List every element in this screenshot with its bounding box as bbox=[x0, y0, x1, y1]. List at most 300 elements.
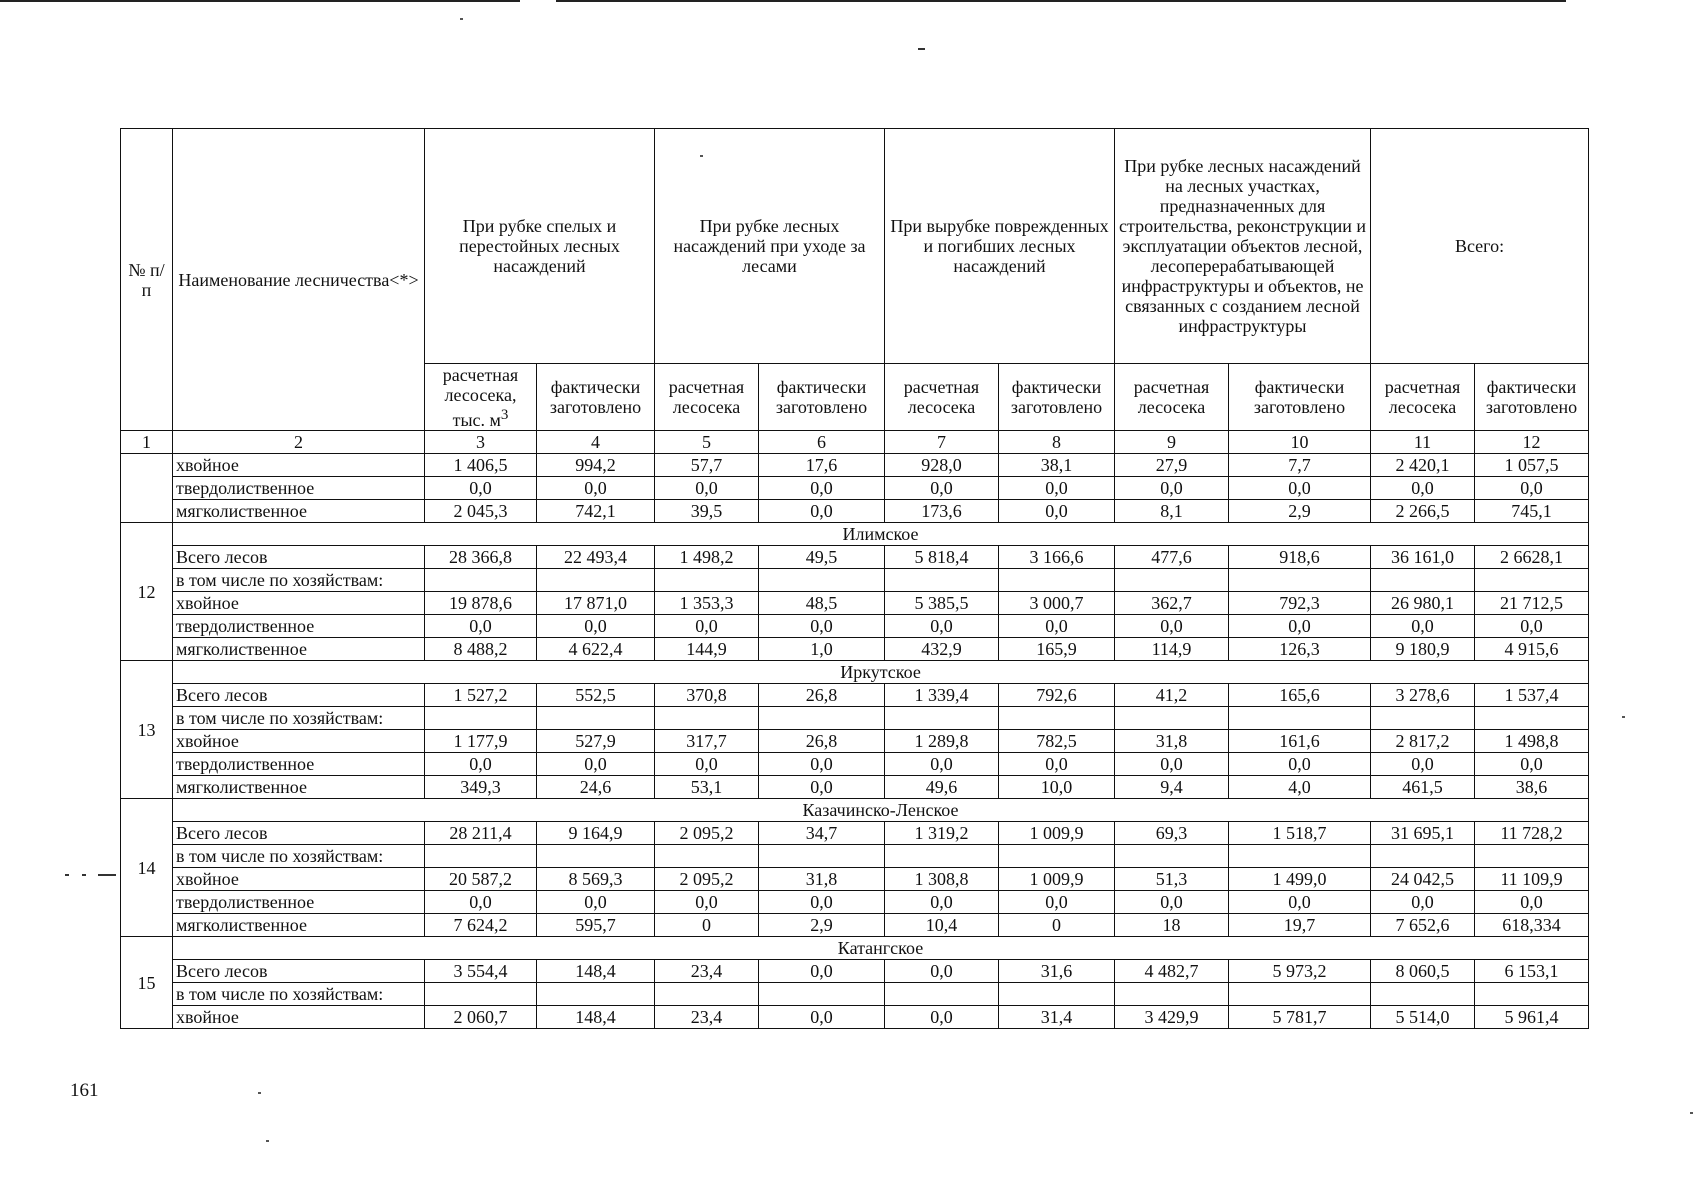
value-cell bbox=[1371, 569, 1475, 592]
value-cell: 0,0 bbox=[1475, 477, 1589, 500]
value-cell: 1 498,8 bbox=[1475, 730, 1589, 753]
value-cell bbox=[759, 983, 885, 1006]
value-cell: 0,0 bbox=[1229, 477, 1371, 500]
value-cell: 0,0 bbox=[1475, 615, 1589, 638]
value-cell: 1,0 bbox=[759, 638, 885, 661]
table-row bbox=[121, 914, 1589, 937]
row-label-cell: Всего лесов bbox=[173, 822, 425, 845]
header-sub-actual: фактически заготовлено bbox=[537, 364, 655, 431]
scan-mark bbox=[65, 874, 69, 876]
table-row bbox=[121, 592, 1589, 615]
value-cell bbox=[1371, 707, 1475, 730]
header-sub-estimated-volume bbox=[425, 364, 537, 431]
value-cell: 0,0 bbox=[999, 477, 1115, 500]
value-cell: 0,0 bbox=[1115, 753, 1229, 776]
row-label-cell: мягколиственное bbox=[173, 776, 425, 799]
value-cell bbox=[885, 983, 999, 1006]
section-row bbox=[121, 523, 1589, 546]
value-cell bbox=[655, 983, 759, 1006]
value-cell: 994,2 bbox=[537, 454, 655, 477]
value-cell: 3 554,4 bbox=[425, 960, 537, 983]
value-cell bbox=[425, 845, 537, 868]
forest-harvest-table bbox=[120, 128, 1589, 1029]
value-cell: 0,0 bbox=[1371, 753, 1475, 776]
row-label-cell: твердолиственное bbox=[173, 615, 425, 638]
table-row bbox=[121, 569, 1589, 592]
value-cell: 23,4 bbox=[655, 960, 759, 983]
value-cell: 49,5 bbox=[759, 546, 885, 569]
scan-dot bbox=[460, 18, 463, 20]
header-group-5: Всего: bbox=[1371, 129, 1589, 364]
value-cell: 0,0 bbox=[999, 891, 1115, 914]
value-cell: 0 bbox=[999, 914, 1115, 937]
value-cell: 0 bbox=[655, 914, 759, 937]
value-cell: 41,2 bbox=[1115, 684, 1229, 707]
value-cell: 0,0 bbox=[655, 615, 759, 638]
table-header bbox=[121, 129, 1589, 454]
value-cell bbox=[1475, 845, 1589, 868]
value-cell: 1 406,5 bbox=[425, 454, 537, 477]
table-row bbox=[121, 500, 1589, 523]
value-cell: 2,9 bbox=[759, 914, 885, 937]
value-cell: 161,6 bbox=[1229, 730, 1371, 753]
value-cell: 2 420,1 bbox=[1371, 454, 1475, 477]
page-number: 161 bbox=[70, 1080, 99, 1101]
value-cell: 2 095,2 bbox=[655, 868, 759, 891]
value-cell: 0,0 bbox=[1115, 891, 1229, 914]
value-cell: 0,0 bbox=[759, 1006, 885, 1029]
table-row bbox=[121, 845, 1589, 868]
row-label-cell: в том числе по хозяйствам: bbox=[173, 569, 425, 592]
header-sub-estimated: расчетная лесосека bbox=[1371, 364, 1475, 431]
value-cell: 0,0 bbox=[885, 753, 999, 776]
scan-dot bbox=[258, 1092, 261, 1094]
value-cell bbox=[537, 707, 655, 730]
row-number-cell: 15 bbox=[121, 937, 173, 1029]
value-cell: 3 429,9 bbox=[1115, 1006, 1229, 1029]
table-row bbox=[121, 638, 1589, 661]
value-cell bbox=[759, 707, 885, 730]
value-cell: 165,6 bbox=[1229, 684, 1371, 707]
value-cell bbox=[655, 569, 759, 592]
table-row bbox=[121, 615, 1589, 638]
column-number-cell: 1 bbox=[121, 431, 173, 454]
value-cell: 4,0 bbox=[1229, 776, 1371, 799]
value-cell: 10,4 bbox=[885, 914, 999, 937]
value-cell: 0,0 bbox=[537, 753, 655, 776]
value-cell bbox=[655, 707, 759, 730]
column-number-cell: 9 bbox=[1115, 431, 1229, 454]
header-group-3: При вырубке поврежденных и погибших лесных насаждений bbox=[885, 129, 1115, 364]
value-cell: 2 817,2 bbox=[1371, 730, 1475, 753]
value-cell: 9 180,9 bbox=[1371, 638, 1475, 661]
value-cell: 1 057,5 bbox=[1475, 454, 1589, 477]
value-cell bbox=[759, 845, 885, 868]
value-cell: 618,334 bbox=[1475, 914, 1589, 937]
header-sub-estimated: расчетная лесосека bbox=[655, 364, 759, 431]
value-cell bbox=[1115, 569, 1229, 592]
row-number-cell bbox=[121, 454, 173, 523]
value-cell: 0,0 bbox=[1115, 477, 1229, 500]
row-number-cell: 13 bbox=[121, 661, 173, 799]
header-group-2: При рубке лесных насаждений при уходе за лесами bbox=[655, 129, 885, 364]
value-cell: 362,7 bbox=[1115, 592, 1229, 615]
value-cell: 0,0 bbox=[885, 615, 999, 638]
table-row bbox=[121, 546, 1589, 569]
value-cell: 1 289,8 bbox=[885, 730, 999, 753]
value-cell: 39,5 bbox=[655, 500, 759, 523]
value-cell: 0,0 bbox=[537, 477, 655, 500]
value-cell: 1 009,9 bbox=[999, 868, 1115, 891]
value-cell: 928,0 bbox=[885, 454, 999, 477]
value-cell: 4 915,6 bbox=[1475, 638, 1589, 661]
value-cell: 20 587,2 bbox=[425, 868, 537, 891]
row-label-cell: мягколиственное bbox=[173, 500, 425, 523]
forest-harvest-table-wrapper bbox=[120, 128, 1588, 1029]
value-cell bbox=[999, 983, 1115, 1006]
value-cell: 0,0 bbox=[759, 753, 885, 776]
column-number-cell: 11 bbox=[1371, 431, 1475, 454]
value-cell: 0,0 bbox=[759, 776, 885, 799]
top-edge-line-right bbox=[556, 0, 1566, 2]
table-row bbox=[121, 1006, 1589, 1029]
column-number-cell: 8 bbox=[999, 431, 1115, 454]
value-cell: 22 493,4 bbox=[537, 546, 655, 569]
forestry-name-cell: Катангское bbox=[173, 937, 1589, 960]
value-cell: 57,7 bbox=[655, 454, 759, 477]
value-cell: 0,0 bbox=[1229, 615, 1371, 638]
value-cell: 9,4 bbox=[1115, 776, 1229, 799]
scan-mark bbox=[98, 874, 116, 876]
value-cell bbox=[1229, 983, 1371, 1006]
table-row bbox=[121, 730, 1589, 753]
column-number-cell: 4 bbox=[537, 431, 655, 454]
section-row bbox=[121, 937, 1589, 960]
value-cell bbox=[1115, 707, 1229, 730]
value-cell: 0,0 bbox=[537, 615, 655, 638]
value-cell bbox=[885, 569, 999, 592]
value-cell: 36 161,0 bbox=[1371, 546, 1475, 569]
value-cell: 8 488,2 bbox=[425, 638, 537, 661]
value-cell: 5 385,5 bbox=[885, 592, 999, 615]
value-cell: 5 961,4 bbox=[1475, 1006, 1589, 1029]
value-cell: 148,4 bbox=[537, 960, 655, 983]
value-cell bbox=[425, 569, 537, 592]
value-cell: 0,0 bbox=[655, 753, 759, 776]
value-cell: 11 728,2 bbox=[1475, 822, 1589, 845]
value-cell: 69,3 bbox=[1115, 822, 1229, 845]
value-cell: 11 109,9 bbox=[1475, 868, 1589, 891]
row-label-cell: хвойное bbox=[173, 592, 425, 615]
value-cell: 148,4 bbox=[537, 1006, 655, 1029]
value-cell: 1 339,4 bbox=[885, 684, 999, 707]
header-col-name: Наименование лесничества<*> bbox=[173, 129, 425, 431]
value-cell: 317,7 bbox=[655, 730, 759, 753]
header-row-column-numbers bbox=[121, 431, 1589, 454]
value-cell: 0,0 bbox=[1229, 891, 1371, 914]
value-cell bbox=[999, 569, 1115, 592]
value-cell: 0,0 bbox=[1475, 753, 1589, 776]
value-cell: 742,1 bbox=[537, 500, 655, 523]
value-cell bbox=[1475, 983, 1589, 1006]
value-cell: 792,3 bbox=[1229, 592, 1371, 615]
row-label-cell: Всего лесов bbox=[173, 684, 425, 707]
value-cell: 0,0 bbox=[425, 615, 537, 638]
table-body bbox=[121, 454, 1589, 1029]
table-row bbox=[121, 868, 1589, 891]
value-cell: 432,9 bbox=[885, 638, 999, 661]
table-row bbox=[121, 776, 1589, 799]
value-cell: 5 818,4 bbox=[885, 546, 999, 569]
value-cell: 0,0 bbox=[425, 753, 537, 776]
value-cell: 28 366,8 bbox=[425, 546, 537, 569]
value-cell: 38,6 bbox=[1475, 776, 1589, 799]
value-cell: 0,0 bbox=[1475, 891, 1589, 914]
row-number-cell: 12 bbox=[121, 523, 173, 661]
table-row bbox=[121, 684, 1589, 707]
value-cell: 0,0 bbox=[759, 615, 885, 638]
value-cell: 0,0 bbox=[537, 891, 655, 914]
value-cell: 2 266,5 bbox=[1371, 500, 1475, 523]
value-cell: 1 537,4 bbox=[1475, 684, 1589, 707]
value-cell bbox=[1115, 845, 1229, 868]
value-cell: 461,5 bbox=[1371, 776, 1475, 799]
header-sub-estimated-volume-text: расчетная лесосека, тыс. м bbox=[442, 364, 519, 430]
row-label-cell: хвойное bbox=[173, 868, 425, 891]
value-cell: 0,0 bbox=[885, 1006, 999, 1029]
row-label-cell: Всего лесов bbox=[173, 546, 425, 569]
value-cell: 2 045,3 bbox=[425, 500, 537, 523]
value-cell bbox=[537, 845, 655, 868]
row-label-cell: в том числе по хозяйствам: bbox=[173, 983, 425, 1006]
column-number-cell: 5 bbox=[655, 431, 759, 454]
value-cell: 0,0 bbox=[1229, 753, 1371, 776]
value-cell: 114,9 bbox=[1115, 638, 1229, 661]
value-cell bbox=[759, 569, 885, 592]
value-cell bbox=[1229, 845, 1371, 868]
value-cell: 8,1 bbox=[1115, 500, 1229, 523]
value-cell: 1 518,7 bbox=[1229, 822, 1371, 845]
value-cell: 21 712,5 bbox=[1475, 592, 1589, 615]
value-cell: 1 177,9 bbox=[425, 730, 537, 753]
header-sub-actual: фактически заготовлено bbox=[1475, 364, 1589, 431]
section-row bbox=[121, 799, 1589, 822]
value-cell: 349,3 bbox=[425, 776, 537, 799]
value-cell: 31 695,1 bbox=[1371, 822, 1475, 845]
table-row bbox=[121, 960, 1589, 983]
row-label-cell: хвойное bbox=[173, 1006, 425, 1029]
value-cell: 0,0 bbox=[885, 477, 999, 500]
value-cell: 0,0 bbox=[1371, 891, 1475, 914]
value-cell bbox=[1475, 707, 1589, 730]
value-cell: 23,4 bbox=[655, 1006, 759, 1029]
value-cell bbox=[999, 707, 1115, 730]
scan-dot bbox=[1690, 1112, 1693, 1114]
header-sub-unit-superscript: 3 bbox=[500, 406, 509, 423]
value-cell: 51,3 bbox=[1115, 868, 1229, 891]
section-row bbox=[121, 661, 1589, 684]
value-cell: 745,1 bbox=[1475, 500, 1589, 523]
value-cell: 144,9 bbox=[655, 638, 759, 661]
value-cell: 3 166,6 bbox=[999, 546, 1115, 569]
value-cell: 552,5 bbox=[537, 684, 655, 707]
value-cell: 7 624,2 bbox=[425, 914, 537, 937]
column-number-cell: 7 bbox=[885, 431, 999, 454]
header-sub-actual: фактически заготовлено bbox=[1229, 364, 1371, 431]
value-cell: 2 095,2 bbox=[655, 822, 759, 845]
row-number-cell: 14 bbox=[121, 799, 173, 937]
value-cell: 792,6 bbox=[999, 684, 1115, 707]
value-cell: 4 482,7 bbox=[1115, 960, 1229, 983]
forestry-name-cell: Иркутское bbox=[173, 661, 1589, 684]
value-cell: 34,7 bbox=[759, 822, 885, 845]
value-cell: 3 278,6 bbox=[1371, 684, 1475, 707]
value-cell: 165,9 bbox=[999, 638, 1115, 661]
value-cell: 0,0 bbox=[885, 891, 999, 914]
row-label-cell: в том числе по хозяйствам: bbox=[173, 845, 425, 868]
header-sub-actual: фактически заготовлено bbox=[759, 364, 885, 431]
value-cell: 2,9 bbox=[1229, 500, 1371, 523]
value-cell: 31,6 bbox=[999, 960, 1115, 983]
value-cell: 31,8 bbox=[1115, 730, 1229, 753]
value-cell: 19,7 bbox=[1229, 914, 1371, 937]
value-cell: 7,7 bbox=[1229, 454, 1371, 477]
row-label-cell: твердолиственное bbox=[173, 753, 425, 776]
value-cell: 49,6 bbox=[885, 776, 999, 799]
value-cell: 8 060,5 bbox=[1371, 960, 1475, 983]
value-cell: 38,1 bbox=[999, 454, 1115, 477]
column-number-cell: 6 bbox=[759, 431, 885, 454]
value-cell: 5 973,2 bbox=[1229, 960, 1371, 983]
table-row bbox=[121, 454, 1589, 477]
table-row bbox=[121, 707, 1589, 730]
value-cell: 1 319,2 bbox=[885, 822, 999, 845]
value-cell bbox=[885, 845, 999, 868]
value-cell: 5 781,7 bbox=[1229, 1006, 1371, 1029]
value-cell: 126,3 bbox=[1229, 638, 1371, 661]
value-cell: 7 652,6 bbox=[1371, 914, 1475, 937]
scan-dot bbox=[266, 1140, 269, 1142]
value-cell: 173,6 bbox=[885, 500, 999, 523]
table-row bbox=[121, 983, 1589, 1006]
value-cell: 6 153,1 bbox=[1475, 960, 1589, 983]
scan-mark bbox=[918, 48, 925, 50]
row-label-cell: мягколиственное bbox=[173, 914, 425, 937]
value-cell: 1 308,8 bbox=[885, 868, 999, 891]
forestry-name-cell: Казачинско-Ленское bbox=[173, 799, 1589, 822]
value-cell: 26,8 bbox=[759, 684, 885, 707]
value-cell: 18 bbox=[1115, 914, 1229, 937]
value-cell: 0,0 bbox=[999, 500, 1115, 523]
value-cell bbox=[655, 845, 759, 868]
value-cell: 370,8 bbox=[655, 684, 759, 707]
value-cell: 477,6 bbox=[1115, 546, 1229, 569]
header-group-4: При рубке лесных насаждений на лесных участках, предназначенных для строительства, реконструкции и эксплуатации объектов лесной, лесоперерабатывающей инфраструктуры и объектов, не связанных с созданием лесной инфраструктуры bbox=[1115, 129, 1371, 364]
value-cell: 1 353,3 bbox=[655, 592, 759, 615]
row-label-cell: мягколиственное bbox=[173, 638, 425, 661]
forestry-name-cell: Илимское bbox=[173, 523, 1589, 546]
value-cell: 595,7 bbox=[537, 914, 655, 937]
value-cell: 17,6 bbox=[759, 454, 885, 477]
column-number-cell: 2 bbox=[173, 431, 425, 454]
value-cell: 31,4 bbox=[999, 1006, 1115, 1029]
value-cell bbox=[1229, 569, 1371, 592]
value-cell: 918,6 bbox=[1229, 546, 1371, 569]
value-cell: 1 498,2 bbox=[655, 546, 759, 569]
value-cell bbox=[537, 569, 655, 592]
column-number-cell: 3 bbox=[425, 431, 537, 454]
column-number-cell: 12 bbox=[1475, 431, 1589, 454]
value-cell: 0,0 bbox=[1371, 477, 1475, 500]
value-cell: 24,6 bbox=[537, 776, 655, 799]
top-edge-line-left bbox=[0, 0, 520, 2]
value-cell: 782,5 bbox=[999, 730, 1115, 753]
value-cell: 26 980,1 bbox=[1371, 592, 1475, 615]
table-row bbox=[121, 753, 1589, 776]
value-cell: 2 060,7 bbox=[425, 1006, 537, 1029]
value-cell: 0,0 bbox=[759, 477, 885, 500]
value-cell bbox=[537, 983, 655, 1006]
value-cell: 4 622,4 bbox=[537, 638, 655, 661]
value-cell bbox=[1475, 569, 1589, 592]
value-cell: 0,0 bbox=[759, 960, 885, 983]
value-cell bbox=[1371, 845, 1475, 868]
value-cell: 10,0 bbox=[999, 776, 1115, 799]
value-cell: 0,0 bbox=[655, 891, 759, 914]
value-cell: 0,0 bbox=[885, 960, 999, 983]
row-label-cell: хвойное bbox=[173, 454, 425, 477]
value-cell bbox=[425, 983, 537, 1006]
value-cell: 53,1 bbox=[655, 776, 759, 799]
value-cell: 0,0 bbox=[1371, 615, 1475, 638]
value-cell: 24 042,5 bbox=[1371, 868, 1475, 891]
table-row bbox=[121, 822, 1589, 845]
value-cell: 19 878,6 bbox=[425, 592, 537, 615]
value-cell: 0,0 bbox=[759, 891, 885, 914]
value-cell: 17 871,0 bbox=[537, 592, 655, 615]
value-cell: 31,8 bbox=[759, 868, 885, 891]
table-row bbox=[121, 477, 1589, 500]
value-cell: 3 000,7 bbox=[999, 592, 1115, 615]
value-cell: 5 514,0 bbox=[1371, 1006, 1475, 1029]
row-label-cell: твердолиственное bbox=[173, 891, 425, 914]
value-cell: 0,0 bbox=[999, 753, 1115, 776]
value-cell bbox=[425, 707, 537, 730]
header-sub-actual: фактически заготовлено bbox=[999, 364, 1115, 431]
column-number-cell: 10 bbox=[1229, 431, 1371, 454]
value-cell: 0,0 bbox=[759, 500, 885, 523]
value-cell: 2 6628,1 bbox=[1475, 546, 1589, 569]
header-col-number: № п/п bbox=[121, 129, 173, 431]
value-cell bbox=[885, 707, 999, 730]
value-cell bbox=[1229, 707, 1371, 730]
scan-mark bbox=[82, 874, 86, 876]
row-label-cell: Всего лесов bbox=[173, 960, 425, 983]
value-cell: 26,8 bbox=[759, 730, 885, 753]
row-label-cell: в том числе по хозяйствам: bbox=[173, 707, 425, 730]
header-sub-estimated: расчетная лесосека bbox=[1115, 364, 1229, 431]
table-row bbox=[121, 891, 1589, 914]
value-cell: 48,5 bbox=[759, 592, 885, 615]
value-cell: 1 527,2 bbox=[425, 684, 537, 707]
value-cell: 0,0 bbox=[1115, 615, 1229, 638]
value-cell: 527,9 bbox=[537, 730, 655, 753]
value-cell: 0,0 bbox=[425, 477, 537, 500]
value-cell: 0,0 bbox=[655, 477, 759, 500]
value-cell: 27,9 bbox=[1115, 454, 1229, 477]
row-label-cell: твердолиственное bbox=[173, 477, 425, 500]
value-cell: 0,0 bbox=[425, 891, 537, 914]
